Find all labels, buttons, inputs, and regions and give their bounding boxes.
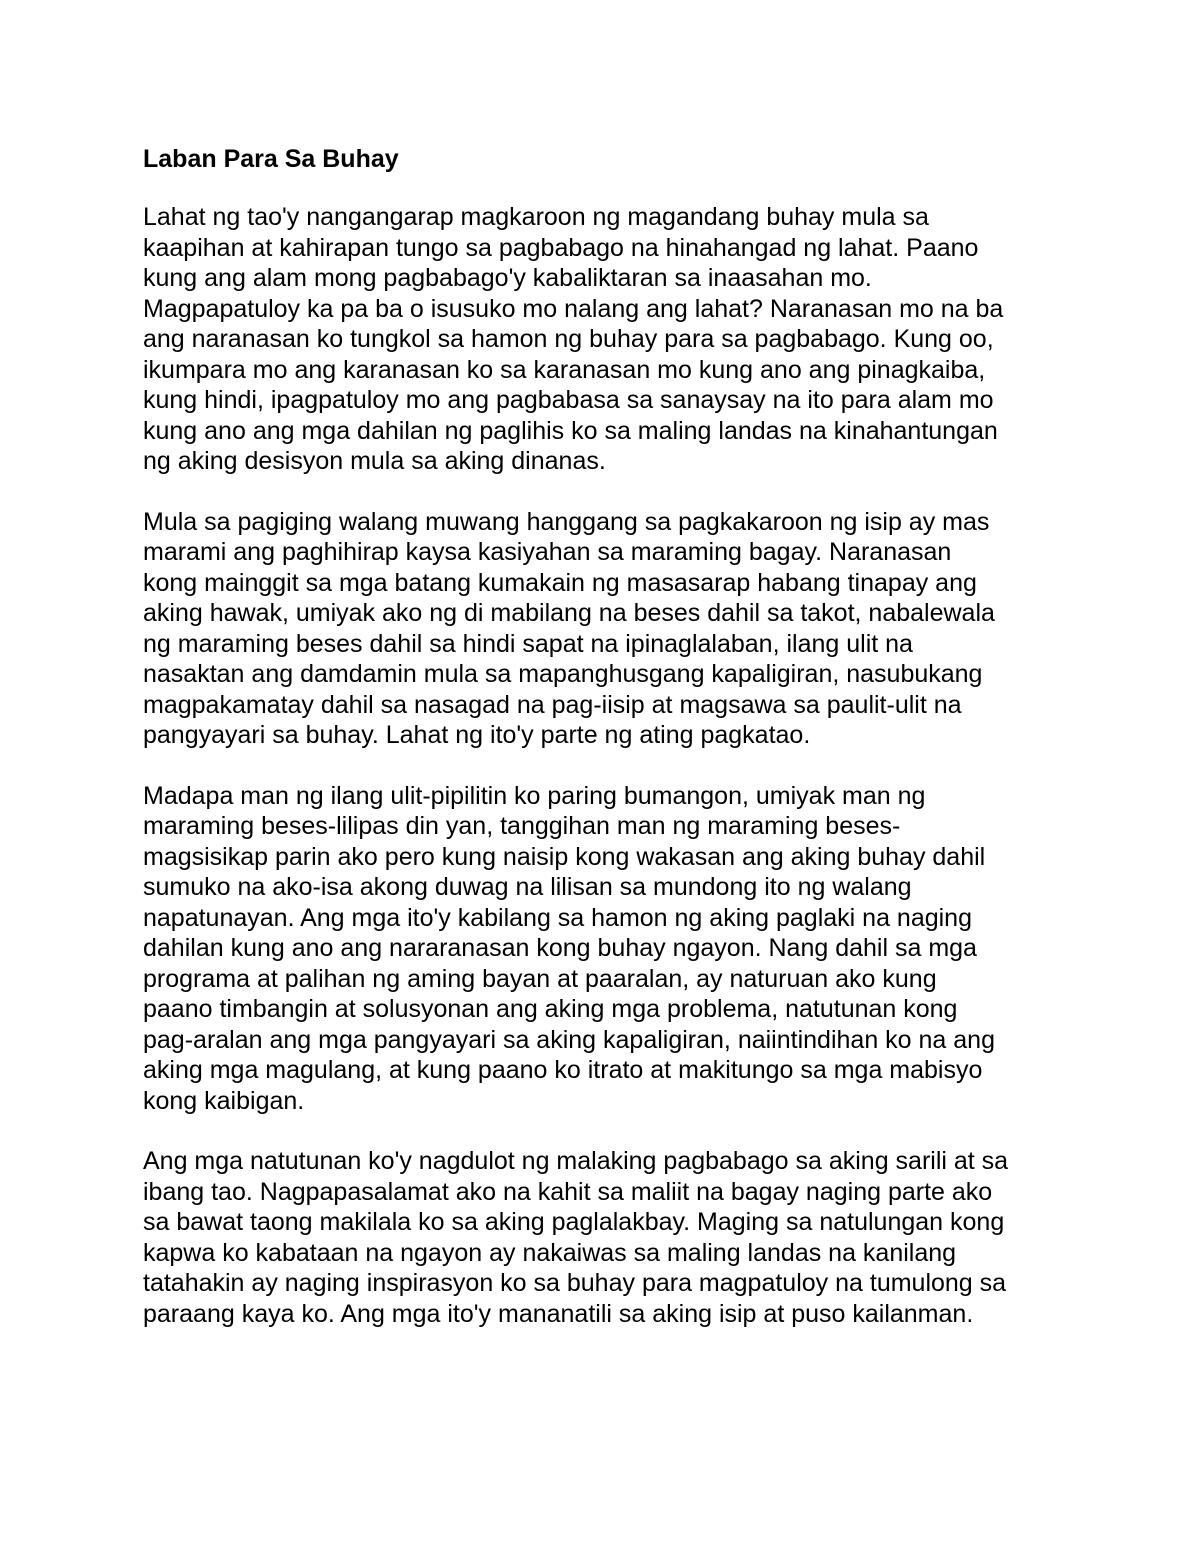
paragraph-3 bbox=[143, 781, 1073, 1117]
paragraph-line: paano timbangin at solusyonan ang aking mga problema, natutunan kong bbox=[143, 995, 958, 1023]
paragraph-line: dahilan kung ano ang nararanasan kong buhay ngayon. Nang dahil sa mga bbox=[143, 934, 977, 962]
paragraph-line: ang naranasan ko tungkol sa hamon ng buhay para sa pagbabago. Kung oo, bbox=[143, 325, 994, 353]
paragraph-line: tatahakin ay naging inspirasyon ko sa buhay para magpatuloy na tumulong sa bbox=[143, 1269, 1007, 1297]
paragraph-line: sumuko na ako-isa akong duwag na lilisan sa mundong ito ng walang bbox=[143, 873, 912, 901]
paragraph-line: nasaktan ang damdamin mula sa mapanghusgang kapaligiran, nasubukang bbox=[143, 660, 983, 688]
paragraph-line: pangyayari sa buhay. Lahat ng ito'y parte ng ating pagkatao. bbox=[143, 721, 811, 749]
paragraph-line: kaapihan at kahirapan tungo sa pagbabago na hinahangad ng lahat. Paano bbox=[143, 233, 979, 262]
paragraph-line: napatunayan. Ang mga ito'y kabilang sa hamon ng aking paglaki na naging bbox=[143, 903, 972, 932]
paragraph-2 bbox=[143, 507, 1073, 751]
paragraph-line: pag-aralan ang mga pangyayari sa aking kapaligiran, naiintindihan ko na ang bbox=[143, 1025, 995, 1054]
paragraph-line: kong mainggit sa mga batang kumakain ng masasarap habang tinapay ang bbox=[143, 568, 977, 597]
paragraph-line: magsisikap parin ako pero kung naisip kong wakasan ang aking buhay dahil bbox=[143, 842, 986, 871]
paragraph-line: marami ang paghihirap kaysa kasiyahan sa maraming bagay. Naranasan bbox=[143, 538, 952, 566]
paragraph-line: kung hindi, ipagpatuloy mo ang pagbabasa sa sanaysay na ito para alam mo bbox=[143, 386, 994, 414]
paragraph-line: Madapa man ng ilang ulit-pipilitin ko paring bumangon, umiyak man ng bbox=[143, 781, 926, 810]
paragraph-4 bbox=[143, 1146, 1073, 1329]
paragraph-line: magpakamatay dahil sa nasagad na pag-iisip at magsawa sa paulit-ulit na bbox=[143, 690, 962, 719]
paragraph-line: ibang tao. Nagpapasalamat ako na kahit sa maliit na bagay naging parte ako bbox=[143, 1177, 993, 1206]
document-title: Laban Para Sa Buhay bbox=[143, 145, 399, 173]
paragraph-line: aking hawak, umiyak ako ng di mabilang na beses dahil sa takot, nabalewala bbox=[143, 599, 995, 627]
paragraph-line: Lahat ng tao'y nangangarap magkaroon ng magandang buhay mula sa bbox=[143, 203, 929, 231]
paragraph-line: aking mga magulang, at kung paano ko itrato at makitungo sa mga mabisyo bbox=[143, 1056, 983, 1084]
paragraph-line: Magpapatuloy ka pa ba o isusuko mo nalang ang lahat? Naranasan mo na ba bbox=[143, 294, 1004, 323]
paragraph-line: kapwa ko kabataan na ngayon ay nakaiwas sa maling landas na kanilang bbox=[143, 1238, 957, 1267]
document-page bbox=[143, 140, 1073, 1359]
paragraph-line: Ang mga natutunan ko'y nagdulot ng malaking pagbabago sa aking sarili at sa bbox=[143, 1147, 1009, 1175]
paragraph-line: maraming beses-lilipas din yan, tanggihan man ng maraming beses- bbox=[143, 812, 901, 840]
paragraph-line: kung ano ang mga dahilan ng paglihis ko sa maling landas na kinahantungan bbox=[143, 416, 998, 445]
paragraph-line: sa bawat taong makilala ko sa aking paglalakbay. Maging sa natulungan kong bbox=[143, 1208, 1005, 1236]
paragraph-line: kung ang alam mong pagbabago'y kabaliktaran sa inaasahan mo. bbox=[143, 264, 872, 292]
paragraph-line: ng aking desisyon mula sa aking dinanas. bbox=[143, 447, 606, 475]
paragraph-1 bbox=[143, 202, 1073, 477]
paragraph-line: paraang kaya ko. Ang mga ito'y mananatili sa aking isip at puso kailanman. bbox=[143, 1299, 974, 1328]
paragraph-line: ng maraming beses dahil sa hindi sapat na ipinaglalaban, ilang ulit na bbox=[143, 629, 913, 658]
paragraph-line: Mula sa pagiging walang muwang hanggang sa pagkakaroon ng isip ay mas bbox=[143, 507, 990, 536]
paragraph-line: kong kaibigan. bbox=[143, 1086, 305, 1115]
paragraph-line: ikumpara mo ang karanasan ko sa karanasan mo kung ano ang pinagkaiba, bbox=[143, 355, 986, 384]
paragraph-line: programa at palihan ng aming bayan at paaralan, ay naturuan ako kung bbox=[143, 964, 937, 993]
